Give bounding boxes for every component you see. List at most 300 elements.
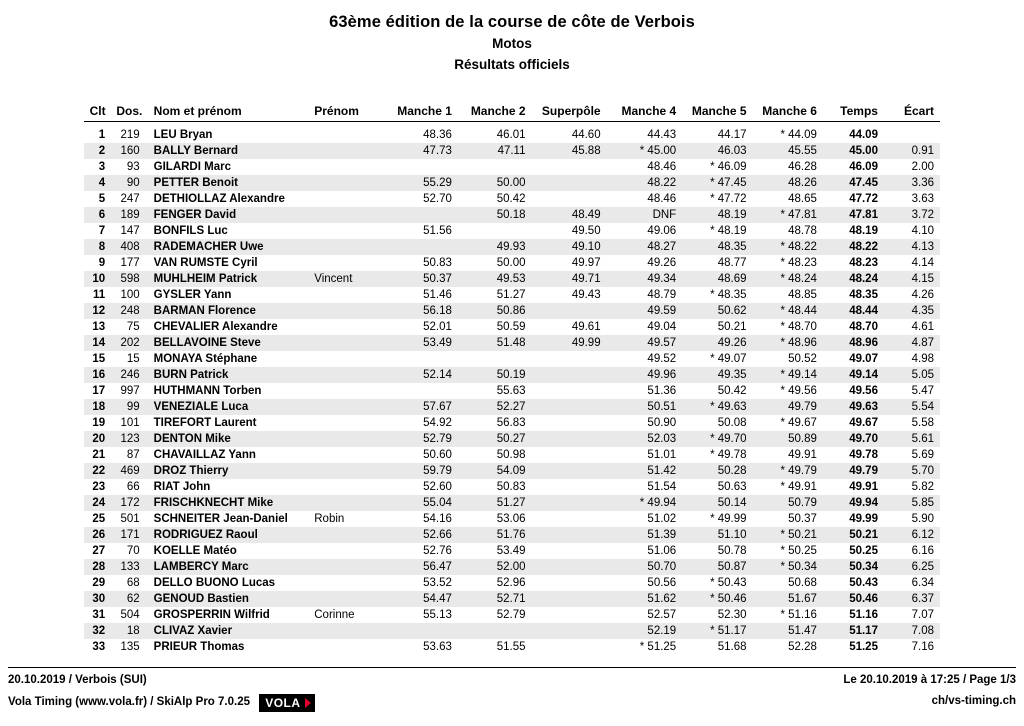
cell-run4: 48.79 [647, 289, 677, 301]
cell-run2: 53.49 [496, 545, 526, 557]
column-header-run6: Manche 6 [753, 96, 825, 122]
cell-firstname [314, 591, 386, 607]
cell-run6: 49.91 [788, 449, 817, 461]
cell-run6: * 49.91 [780, 481, 817, 493]
cell-run6: * 49.67 [780, 417, 817, 429]
cell-name: LEU Bryan [153, 129, 213, 141]
cell-run4: 44.43 [647, 129, 677, 141]
cell-bib: 15 [126, 353, 140, 365]
cell-rank: 3 [98, 161, 106, 173]
table-row [84, 639, 940, 655]
cell-run2: 50.18 [460, 207, 534, 223]
cell-run2: 52.71 [460, 591, 534, 607]
cell-rank: 5 [98, 193, 106, 205]
footer-event-info: 20.10.2019 / Verbois (SUI) [8, 674, 147, 686]
cell-gap: 3.63 [911, 193, 934, 205]
cell-bib: 598 [111, 271, 148, 287]
table-row [84, 207, 940, 223]
footer-print-info: Le 20.10.2019 à 17:25 / Page 1/3 [843, 674, 1016, 686]
cell-run5: 50.08 [717, 417, 747, 429]
table-row [84, 143, 940, 159]
cell-run5: * 47.45 [682, 175, 752, 191]
cell-time: 50.21 [825, 527, 890, 543]
cell-firstname [314, 207, 386, 223]
cell-time: 49.56 [849, 385, 878, 397]
cell-run2: 52.00 [460, 559, 534, 575]
table-row [84, 447, 940, 463]
cell-run2: 50.27 [460, 431, 534, 447]
cell-rank: 6 [84, 207, 111, 223]
cell-run2: 52.79 [496, 609, 526, 621]
cell-run1: 56.18 [386, 303, 460, 319]
footer-software-label: Vola Timing (www.vola.fr) / SkiAlp Pro 7.0.25 [8, 696, 250, 708]
cell-run2: 54.09 [460, 463, 534, 479]
cell-run6: 51.67 [753, 591, 825, 607]
cell-firstname [314, 575, 386, 591]
cell-run5: 49.35 [682, 367, 752, 383]
cell-firstname [314, 143, 386, 159]
cell-run4: 49.26 [647, 257, 677, 269]
cell-name: VAN RUMSTE Cyril [153, 257, 258, 269]
cell-run4: 49.57 [611, 335, 683, 351]
table-row [84, 303, 940, 319]
cell-gap: 6.25 [890, 559, 940, 575]
cell-run5: * 48.19 [710, 225, 747, 237]
cell-firstname [314, 175, 386, 191]
column-header-time: Temps [825, 96, 890, 122]
cell-rank: 25 [92, 513, 106, 525]
cell-run1 [386, 159, 460, 175]
cell-run1: 51.56 [423, 225, 452, 237]
cell-firstname [314, 447, 386, 463]
cell-gap: 6.34 [911, 577, 934, 589]
cell-run2: 47.11 [460, 143, 534, 159]
cell-bib: 87 [126, 449, 140, 461]
column-header-rank: Clt [84, 96, 111, 122]
triangle-icon [305, 698, 311, 708]
cell-rank: 21 [92, 449, 106, 461]
cell-run4: 48.46 [647, 193, 677, 205]
cell-firstname [314, 319, 386, 335]
cell-run1: 52.60 [423, 481, 452, 493]
cell-bib: 202 [111, 335, 148, 351]
cell-firstname [314, 255, 386, 271]
cell-run4: 48.27 [611, 239, 683, 255]
cell-bib: 248 [111, 303, 148, 319]
cell-firstname [314, 191, 386, 207]
cell-name: RADEMACHER Uwe [148, 239, 315, 255]
cell-run4: 49.96 [611, 367, 683, 383]
cell-time: 48.19 [849, 225, 878, 237]
footer-software-info [8, 692, 315, 710]
results-table [84, 96, 940, 655]
cell-firstname [314, 431, 386, 447]
cell-superpole [534, 607, 611, 623]
cell-rank: 33 [92, 641, 106, 653]
cell-run6: * 48.22 [753, 239, 825, 255]
cell-superpole [534, 463, 611, 479]
cell-superpole [534, 399, 611, 415]
cell-run2: 46.01 [496, 129, 526, 141]
cell-run2 [460, 351, 534, 367]
cell-firstname [314, 399, 386, 415]
table-row [84, 351, 940, 367]
cell-run6: * 48.23 [780, 257, 817, 269]
cell-run6: 49.79 [753, 399, 825, 415]
table-row [84, 335, 940, 351]
cell-superpole: 49.97 [571, 257, 601, 269]
table-row [84, 591, 940, 607]
cell-name: BARMAN Florence [148, 303, 315, 319]
cell-superpole: 49.99 [534, 335, 611, 351]
cell-run4: 48.22 [611, 175, 683, 191]
cell-run4: 49.52 [647, 353, 677, 365]
table-row [84, 511, 940, 527]
page-footer [8, 672, 1016, 710]
cell-superpole [534, 543, 611, 559]
column-header-gap: Écart [890, 96, 940, 122]
cell-gap: 6.37 [890, 591, 940, 607]
cell-run6: * 50.25 [780, 545, 817, 557]
cell-rank: 4 [84, 175, 111, 191]
cell-gap: 4.10 [911, 225, 934, 237]
cell-firstname: Robin [314, 513, 345, 525]
cell-gap: 5.90 [911, 513, 934, 525]
cell-run5: * 49.78 [710, 449, 747, 461]
cell-superpole: 45.88 [534, 143, 611, 159]
cell-run5: * 50.46 [682, 591, 752, 607]
cell-firstname [314, 367, 386, 383]
cell-rank: 31 [92, 609, 106, 621]
table-row [84, 431, 940, 447]
cell-gap: 4.26 [911, 289, 934, 301]
cell-run1: 54.47 [386, 591, 460, 607]
cell-bib: 177 [120, 257, 140, 269]
cell-run1: 53.49 [386, 335, 460, 351]
cell-bib: 90 [111, 175, 148, 191]
table-row [84, 495, 940, 511]
cell-run1: 51.46 [423, 289, 452, 301]
cell-run1: 50.83 [423, 257, 452, 269]
cell-name: TIREFORT Laurent [153, 417, 257, 429]
cell-run1: 52.76 [423, 545, 452, 557]
cell-time: 49.67 [849, 417, 878, 429]
cell-rank: 13 [92, 321, 106, 333]
cell-run4: 49.04 [647, 321, 677, 333]
cell-name: GENOUD Bastien [148, 591, 315, 607]
column-header-run2: Manche 2 [460, 96, 534, 122]
cell-run2: 49.53 [460, 271, 534, 287]
cell-time: 47.72 [849, 193, 878, 205]
cell-run6: * 50.21 [753, 527, 825, 543]
cell-run5: 50.14 [682, 495, 752, 511]
cell-run5: 51.10 [682, 527, 752, 543]
cell-gap: 3.72 [890, 207, 940, 223]
table-row [84, 367, 940, 383]
cell-firstname [314, 159, 386, 175]
cell-run4: 51.36 [647, 385, 677, 397]
cell-time: 49.78 [849, 449, 878, 461]
cell-run4: 49.59 [611, 303, 683, 319]
cell-bib: 68 [126, 577, 140, 589]
vola-logo-text: VOLA [265, 696, 301, 710]
cell-time: 49.91 [849, 481, 878, 493]
cell-run4: * 45.00 [611, 143, 683, 159]
cell-run2: 56.83 [496, 417, 526, 429]
cell-time: 50.25 [849, 545, 878, 557]
column-header-run4: Manche 4 [611, 96, 683, 122]
table-row [84, 575, 940, 591]
cell-superpole [534, 479, 611, 495]
cell-run5: 44.17 [717, 129, 747, 141]
cell-run5: 50.62 [682, 303, 752, 319]
cell-time: 47.45 [825, 175, 890, 191]
cell-run2: 50.59 [496, 321, 526, 333]
cell-gap: 5.61 [890, 431, 940, 447]
table-row [84, 479, 940, 495]
cell-time: 49.07 [849, 353, 878, 365]
cell-firstname [314, 239, 386, 255]
cell-gap: 6.12 [890, 527, 940, 543]
cell-bib: 99 [111, 399, 148, 415]
cell-firstname [314, 639, 386, 655]
cell-run5: * 46.09 [710, 161, 747, 173]
column-header-run5: Manche 5 [682, 96, 752, 122]
cell-run1: 47.73 [386, 143, 460, 159]
cell-run5: 50.87 [682, 559, 752, 575]
cell-run6: 46.28 [788, 161, 817, 173]
cell-superpole [534, 495, 611, 511]
cell-rank: 8 [84, 239, 111, 255]
cell-name: HUTHMANN Torben [153, 385, 262, 397]
table-row [84, 159, 940, 175]
cell-rank: 2 [84, 143, 111, 159]
cell-gap: 4.13 [890, 239, 940, 255]
cell-run2 [460, 623, 534, 639]
cell-gap: 5.70 [890, 463, 940, 479]
cell-run4: 50.70 [611, 559, 683, 575]
cell-firstname: Corinne [314, 609, 355, 621]
cell-run4: 51.54 [647, 481, 677, 493]
cell-firstname [314, 287, 386, 303]
cell-bib: 246 [111, 367, 148, 383]
cell-gap: 7.16 [911, 641, 934, 653]
cell-run4: 49.34 [611, 271, 683, 287]
cell-run6: 48.78 [788, 225, 817, 237]
cell-run6: 45.55 [753, 143, 825, 159]
cell-firstname [314, 527, 386, 543]
cell-rank: 17 [92, 385, 106, 397]
cell-run1: 52.14 [386, 367, 460, 383]
cell-run6: * 48.96 [753, 335, 825, 351]
cell-superpole: 49.50 [571, 225, 601, 237]
cell-name: DENTON Mike [148, 431, 315, 447]
cell-name: DROZ Thierry [148, 463, 315, 479]
cell-superpole [534, 415, 611, 431]
cell-run5: 52.30 [717, 609, 747, 621]
cell-run4: 51.39 [611, 527, 683, 543]
cell-run5: 50.21 [717, 321, 747, 333]
cell-run2: 50.42 [496, 193, 526, 205]
cell-bib: 501 [120, 513, 140, 525]
cell-gap: 5.82 [911, 481, 934, 493]
cell-firstname [314, 383, 386, 399]
cell-rank: 14 [84, 335, 111, 351]
cell-run4: 50.56 [647, 577, 677, 589]
cell-run6: * 51.16 [780, 609, 817, 621]
title-block [0, 0, 1024, 75]
table-header-row [84, 96, 940, 122]
column-header-bib: Dos. [111, 96, 148, 122]
table-row [84, 287, 940, 303]
cell-run5: * 49.70 [682, 431, 752, 447]
cell-run6: 52.28 [788, 641, 817, 653]
cell-run1: 52.01 [423, 321, 452, 333]
results-status-title: Résultats officiels [454, 57, 570, 72]
table-row [84, 223, 940, 239]
cell-run5: 46.03 [682, 143, 752, 159]
cell-time: 44.09 [849, 129, 878, 141]
cell-run2: 51.55 [496, 641, 526, 653]
cell-bib: 123 [111, 431, 148, 447]
cell-gap: 3.36 [890, 175, 940, 191]
cell-bib: 997 [120, 385, 140, 397]
cell-run1: 56.47 [386, 559, 460, 575]
cell-gap: 5.58 [911, 417, 934, 429]
cell-run4: DNF [611, 207, 683, 223]
cell-bib: 62 [111, 591, 148, 607]
cell-name: BALLY Bernard [148, 143, 315, 159]
cell-superpole [534, 447, 611, 463]
cell-name: BELLAVOINE Steve [148, 335, 315, 351]
cell-run6: * 49.56 [780, 385, 817, 397]
cell-run4: 48.46 [647, 161, 677, 173]
cell-run6: 51.47 [753, 623, 825, 639]
column-header-run1: Manche 1 [386, 96, 460, 122]
cell-bib: 100 [120, 289, 140, 301]
cell-gap: 5.85 [890, 495, 940, 511]
table-row [84, 175, 940, 191]
cell-gap: 7.08 [890, 623, 940, 639]
cell-gap: 4.61 [911, 321, 934, 333]
cell-firstname [314, 335, 386, 351]
cell-name: SCHNEITER Jean-Daniel [153, 513, 288, 525]
cell-run5: 48.19 [682, 207, 752, 223]
cell-rank: 7 [98, 225, 106, 237]
cell-run4: * 51.25 [639, 641, 677, 653]
cell-time: 48.44 [825, 303, 890, 319]
results-table-body [84, 122, 940, 656]
cell-run6: * 44.09 [780, 129, 817, 141]
cell-gap: 4.98 [911, 353, 934, 365]
cell-run4: 50.51 [611, 399, 683, 415]
cell-run6: * 48.24 [753, 271, 825, 287]
cell-superpole [534, 351, 611, 367]
cell-name: RODRIGUEZ Raoul [148, 527, 315, 543]
cell-firstname [314, 559, 386, 575]
table-row [84, 319, 940, 335]
cell-run1: 52.79 [386, 431, 460, 447]
cell-time: 48.70 [849, 321, 878, 333]
cell-rank: 23 [92, 481, 106, 493]
table-row [84, 463, 940, 479]
cell-rank: 32 [84, 623, 111, 639]
cell-time: 45.00 [825, 143, 890, 159]
cell-run2: 50.00 [496, 257, 526, 269]
cell-run2: 53.06 [496, 513, 526, 525]
cell-run4: 50.90 [647, 417, 677, 429]
column-header-firstname: Prénom [314, 96, 386, 122]
cell-gap: 5.54 [890, 399, 940, 415]
cell-rank: 12 [84, 303, 111, 319]
table-row [84, 383, 940, 399]
cell-run1: 57.67 [386, 399, 460, 415]
cell-bib: 147 [120, 225, 140, 237]
cell-superpole: 49.71 [534, 271, 611, 287]
cell-run4: * 49.94 [611, 495, 683, 511]
cell-time: 48.96 [825, 335, 890, 351]
cell-run5: 50.28 [682, 463, 752, 479]
cell-gap: 4.87 [890, 335, 940, 351]
cell-superpole: 49.10 [534, 239, 611, 255]
cell-firstname [314, 303, 386, 319]
cell-run4: 52.57 [647, 609, 677, 621]
cell-firstname [314, 415, 386, 431]
cell-name: FRISCHKNECHT Mike [148, 495, 315, 511]
cell-name: GYSLER Yann [153, 289, 232, 301]
cell-name: CHEVALIER Alexandre [153, 321, 278, 333]
cell-run6: 48.26 [753, 175, 825, 191]
cell-run4: 51.62 [611, 591, 683, 607]
cell-run4: 49.06 [647, 225, 677, 237]
cell-superpole [534, 559, 611, 575]
cell-superpole [534, 175, 611, 191]
cell-time: 49.99 [849, 513, 878, 525]
cell-time: 47.81 [825, 207, 890, 223]
cell-name: FENGER David [148, 207, 315, 223]
cell-run5: 50.42 [717, 385, 747, 397]
cell-rank: 26 [84, 527, 111, 543]
footer-site-link[interactable]: ch/vs-timing.ch [931, 695, 1016, 707]
vola-logo [259, 694, 314, 712]
cell-name: BONFILS Luc [153, 225, 228, 237]
cell-run1 [386, 623, 460, 639]
cell-run1: 53.52 [423, 577, 452, 589]
cell-name: DETHIOLLAZ Alexandre [153, 193, 285, 205]
cell-run6: 50.68 [788, 577, 817, 589]
cell-bib: 135 [120, 641, 140, 653]
cell-gap: 5.69 [911, 449, 934, 461]
cell-bib: 93 [126, 161, 140, 173]
cell-run6: 50.89 [753, 431, 825, 447]
cell-time: 49.79 [825, 463, 890, 479]
cell-time: 49.63 [825, 399, 890, 415]
cell-time: 46.09 [849, 161, 878, 173]
cell-bib: 469 [111, 463, 148, 479]
cell-run5: 49.26 [682, 335, 752, 351]
cell-superpole [534, 527, 611, 543]
cell-name: GILARDI Marc [153, 161, 231, 173]
table-row [84, 559, 940, 575]
page-title: 63ème édition de la course de côte de Verbois [329, 13, 695, 31]
cell-run2 [460, 223, 534, 239]
cell-run2: 51.48 [460, 335, 534, 351]
cell-time: 48.23 [849, 257, 878, 269]
cell-run6: * 50.34 [753, 559, 825, 575]
cell-bib: 101 [120, 417, 140, 429]
cell-run6: 50.79 [753, 495, 825, 511]
cell-superpole [534, 367, 611, 383]
